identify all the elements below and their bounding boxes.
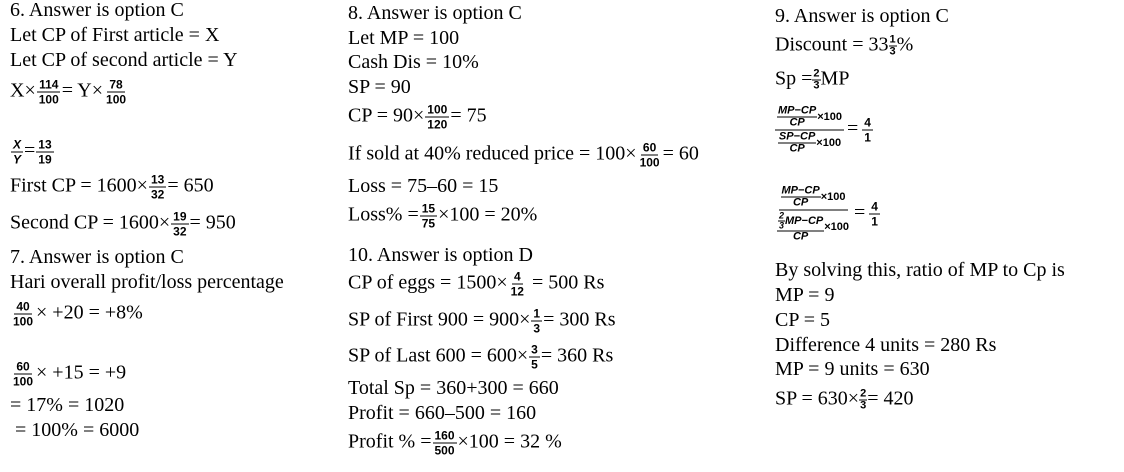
q8-line-1: Let MP = 100 [348, 27, 460, 49]
q9-line-2: MP = 9 [775, 284, 835, 306]
q10-sp-last: SP of Last 600 = 600× $\frac{3}{5}$ = 360 Rs [348, 342, 614, 372]
q10-title: 10. Answer is option D [348, 244, 533, 266]
q9-line-4: Difference 4 units = 280 Rs [775, 334, 997, 356]
q8-loss-percent: Loss% = $\frac{15}{75}$ ×100 = 20% [348, 201, 538, 231]
q8-title: 8. Answer is option C [348, 2, 522, 24]
q6-second-cp: Second CP = 1600× $\frac{19}{32}$ = 950 [10, 209, 236, 239]
q10-profit-percent: Profit % = $\frac{160}{500}$ ×100 = 32 % [348, 428, 562, 458]
q7-equation-1: $\frac{40}{100}$ × +20 = +8% [13, 299, 143, 329]
q7-line-1: Hari overall profit/loss percentage [10, 271, 284, 293]
q8-line-3: SP = 90 [348, 76, 411, 98]
q9-final-sp: SP = 630× $\frac{2}{3}$ = 420 [775, 387, 914, 412]
q10-total-sp: Total Sp = 360+300 = 660 [348, 377, 559, 399]
q9-compound-equation-2: $\frac{MP-CP}{CP}$ ×100 $\frac{2}{3}$ MP−CP CP ×100 = $\frac{4}{1}$ [779, 184, 878, 243]
q9-line-5: MP = 9 units = 630 [775, 358, 930, 380]
q8-cp: CP = 90× $\frac{100}{120}$ = 75 [348, 102, 487, 132]
q8-line-2: Cash Dis = 10% [348, 51, 479, 73]
q6-title: 6. Answer is option C [10, 0, 184, 21]
q6-equation-2: $\frac{X}{Y}$ = $\frac{13}{19}$ [13, 137, 52, 167]
q8-sold: If sold at 40% reduced price = 100× $\frac{60}{100}$ = 60 [348, 140, 699, 170]
q9-sp: Sp = $\frac{2}{3}$ MP [775, 67, 850, 92]
q9-discount: Discount = 33 $\frac{1}{3}$ % [775, 33, 914, 58]
q10-eggs: CP of eggs = 1500× $\frac{4}{12}$ = 500 Rs [348, 269, 605, 299]
q9-compound-equation-1: $\frac{MP-CP}{CP}$ ×100 $\frac{SP-CP}{CP}$ ×100 = $\frac{4}{1}$ [775, 106, 874, 155]
q6-line-1: Let CP of First article = X [10, 24, 220, 46]
q7-line-5: = 100% = 6000 [10, 419, 140, 441]
q7-equation-2: $\frac{60}{100}$ × +15 = +9 [13, 359, 127, 389]
q6-first-cp: First CP = 1600× $\frac{13}{32}$ = 650 [10, 172, 214, 202]
q7-title: 7. Answer is option C [10, 246, 184, 268]
q10-sp-first: SP of First 900 = 900× $\frac{1}{3}$ = 300 Rs [348, 306, 616, 336]
q9-title: 9. Answer is option C [775, 5, 949, 27]
q6-equation-1: X× $\frac{114}{100}$ = Y× $\frac{78}{100}$ [10, 77, 127, 107]
q7-line-4: = 17% = 1020 [10, 394, 125, 416]
q9-line-3: CP = 5 [775, 309, 830, 331]
q9-line-1: By solving this, ratio of MP to Cp is [775, 259, 1065, 281]
q6-line-2: Let CP of second article = Y [10, 49, 238, 71]
q10-profit: Profit = 660–500 = 160 [348, 402, 537, 424]
q8-loss: Loss = 75–60 = 15 [348, 175, 499, 197]
